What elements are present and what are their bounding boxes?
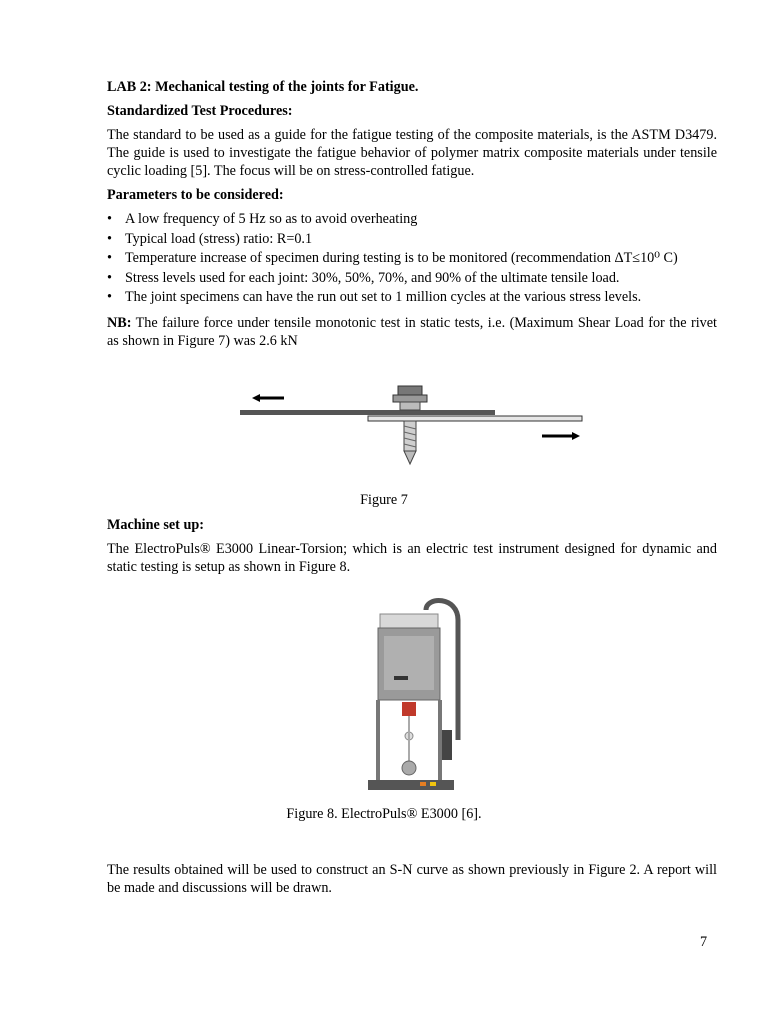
parameters-list <box>107 210 717 308</box>
right-arrow-icon <box>542 432 580 440</box>
machine-section <box>107 516 717 582</box>
left-arrow-icon <box>252 394 284 402</box>
lab-title: LAB 2: Mechanical testing of the joints for Fatigue. <box>107 79 419 95</box>
machine-top-head <box>380 614 438 628</box>
right-column <box>438 700 442 786</box>
upper-grip <box>402 702 416 716</box>
list-item: • Stress levels used for each joint: 30%, 50%, 70%, and 90% of the ultimate tensile load. <box>107 269 717 289</box>
machine-base <box>368 780 454 790</box>
body-text <box>107 78 717 356</box>
bottom-plate <box>368 416 582 421</box>
list-item: • Temperature increase of specimen during testing is to be monitored (recommendation ΔT≤10⁰ C) <box>107 249 717 269</box>
top-plate <box>240 410 495 415</box>
figure-8-caption: Figure 8. ElectroPuls® E3000 [6]. <box>286 806 482 822</box>
side-controller <box>442 730 452 760</box>
figure-7-caption: Figure 7 <box>360 492 408 508</box>
screw-icon <box>393 386 427 464</box>
nb-paragraph <box>107 314 717 350</box>
figure-8-machine-image <box>360 590 468 798</box>
section-heading-parameters: Parameters to be considered: <box>107 187 284 203</box>
nb-label: NB: <box>107 314 132 331</box>
results-paragraph: The results obtained will be used to construct an S-N curve as shown previously in Figure 2. A report will be made and discussions will be drawn. <box>107 862 717 896</box>
left-column <box>376 700 380 786</box>
procedures-paragraph: The standard to be used as a guide for the fatigue testing of the composite materials, is the ASTM D3479. The guide is used to investigate the fatigue behavior of polymer matrix composite materials under tensile cyclic loading [5]. The focus will be on stress-controlled fatigue. <box>107 127 717 179</box>
section-heading-machine: Machine set up: <box>107 517 204 533</box>
machine-paragraph: The ElectroPuls® E3000 Linear-Torsion; which is an electric test instrument designed for dynamic and static testing is setup as shown in Figure 8. <box>107 541 717 575</box>
nb-text: The failure force under tensile monotonic test in static tests, i.e. (Maximum Shear Load for the rivet as shown in Figure 7) was 2.6 kN <box>107 314 717 349</box>
list-item: • The joint specimens can have the run out set to 1 million cycles at the various stress levels. <box>107 288 717 308</box>
figure-7-diagram <box>230 380 590 470</box>
list-item: • A low frequency of 5 Hz so as to avoid overheating <box>107 210 717 230</box>
page-number: 7 <box>700 934 708 950</box>
list-item: • Typical load (stress) ratio: R=0.1 <box>107 230 717 250</box>
section-heading-procedures: Standardized Test Procedures: <box>107 103 293 119</box>
